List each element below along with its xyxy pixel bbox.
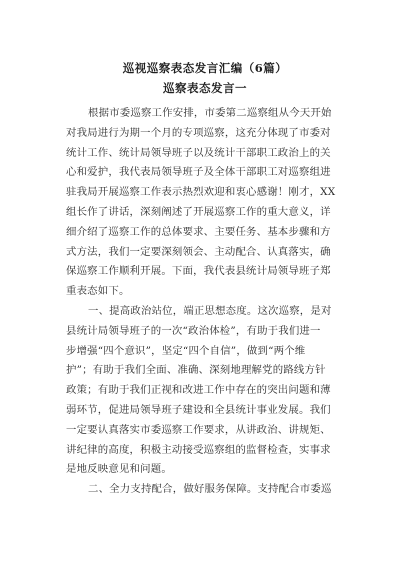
paragraph-line: 一、提高政治站位，端正思想态度。这次巡察，是对 xyxy=(88,304,332,317)
paragraph-line: 式方法，我们一定要深刻领会、主动配合、认真落实，确 xyxy=(66,245,331,258)
paragraph-line: 根据市委巡察工作安排，市委第二巡察组从今天开始 xyxy=(88,107,332,119)
paragraph-line: 保巡察工作顺利开展。下面，我代表县统计局领导班子郑 xyxy=(66,265,331,278)
paragraph-line: 重表态如下。 xyxy=(66,285,130,298)
paragraph-line: 对我局进行为期一个月的专项巡察，这充分体现了市委对 xyxy=(66,126,331,139)
section-title: 巡察表态发言一 xyxy=(163,81,247,95)
paragraph-line: 护”；有助于我们全面、准确、深刻地理解党的路线方针 xyxy=(66,364,326,377)
paragraph-line: 政策；有助于我们正视和改进工作中存在的突出问题和薄 xyxy=(66,384,331,397)
paragraph-line: 心和爱护，我代表局领导班子及全体干部职工对巡察组进 xyxy=(66,166,331,179)
paragraph-line: 步增强“四个意识”，坚定“四个自信”，做到“两个维 xyxy=(66,344,306,357)
document-title: 巡视巡察表态发言汇编（6篇） xyxy=(122,61,288,75)
paragraph-line: 一定要认真落实市委巡察工作要求，从讲政治、讲规矩、 xyxy=(66,423,331,436)
paragraph-line: 统计工作、统计局领导班子以及统计干部职工政治上的关 xyxy=(66,146,331,159)
paragraph-line: 弱环节，促进局领导班子建设和全县统计事业发展。我们 xyxy=(66,403,331,416)
paragraph-line: 驻我局开展巡察工作表示热烈欢迎和衷心感谢！刚才，XX xyxy=(66,186,336,199)
document-body xyxy=(66,104,356,500)
paragraph-line: 组长作了讲话，深刻阐述了开展巡察工作的重大意义，详 xyxy=(66,205,331,218)
paragraph-line: 讲纪律的高度，积极主动接受巡察组的监督检查，实事求 xyxy=(66,443,331,456)
paragraph-line: 县统计局领导班子的一次“政治体检”，有助于我们进一 xyxy=(66,324,321,337)
paragraph-line: 细介绍了巡察工作的总体要求、主要任务、基本步骤和方 xyxy=(66,225,331,238)
paragraph-line: 二、全力支持配合，做好服务保障。支持配合市委巡 xyxy=(88,483,332,496)
paragraph-line: 是地反映意见和问题。 xyxy=(66,463,172,476)
